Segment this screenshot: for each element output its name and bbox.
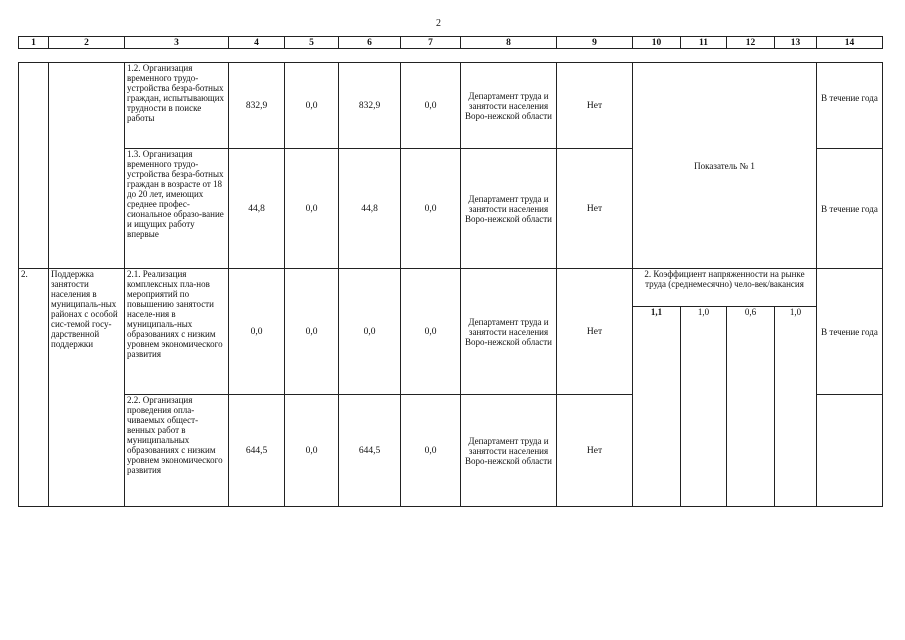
value-cell: 0,0 <box>285 63 339 149</box>
page-number: 2 <box>436 18 441 29</box>
value-cell: 44,8 <box>229 149 285 269</box>
term-cell: В течение года <box>817 269 883 395</box>
activity-cell: 2.1. Реализация комплексных пла-нов мероприятий по повышению занятости населе-ния в муниципаль-ных образованиях с низким уровнем экономического развития <box>125 269 229 395</box>
col-header-12: 12 <box>727 37 775 49</box>
value-cell: 0,0 <box>339 269 401 395</box>
col-header-13: 13 <box>775 37 817 49</box>
funding-flag-cell: Нет <box>557 63 633 149</box>
executor-cell: Департамент труда и занятости населения Воро-нежской области <box>461 269 557 395</box>
funding-flag-cell: Нет <box>557 395 633 507</box>
indicator-2-value: 1,1 <box>633 307 681 507</box>
value-cell: 0,0 <box>229 269 285 395</box>
table-row <box>19 63 883 149</box>
executor-cell: Департамент труда и занятости населения Воро-нежской области <box>461 395 557 507</box>
col-header-5: 5 <box>285 37 339 49</box>
value-cell: 644,5 <box>229 395 285 507</box>
row-number-cell: 2. <box>19 269 49 507</box>
funding-flag-cell: Нет <box>557 269 633 395</box>
col-header-3: 3 <box>125 37 229 49</box>
value-cell: 644,5 <box>339 395 401 507</box>
activity-cell: 1.3. Организация временного трудо-устройства безра-ботных граждан в возрасте от 18 до 20 лет, имеющих среднее профес-сиональное образо-вание и ищущих работу впервые <box>125 149 229 269</box>
value-cell: 832,9 <box>339 63 401 149</box>
value-cell: 0,0 <box>401 395 461 507</box>
col-header-7: 7 <box>401 37 461 49</box>
indicator-2-title: 2. Коэффициент напряженности на рынке труда (среднемесячно) чело-век/вакансия <box>633 269 817 307</box>
executor-cell: Департамент труда и занятости населения Воро-нежской области <box>461 149 557 269</box>
indicator-2-value: 1,0 <box>681 307 727 507</box>
executor-cell: Департамент труда и занятости населения Воро-нежской области <box>461 63 557 149</box>
header-table <box>18 36 883 49</box>
term-cell <box>817 395 883 507</box>
indicator-1-cell: Показатель № 1 <box>633 63 817 269</box>
activity-cell: 1.2. Организация временного трудо-устройства безра-ботных граждан, испытывающих трудности в поиске работы <box>125 63 229 149</box>
col-header-1: 1 <box>19 37 49 49</box>
value-cell: 0,0 <box>401 149 461 269</box>
value-cell: 0,0 <box>285 395 339 507</box>
value-cell: 0,0 <box>401 269 461 395</box>
col-header-10: 10 <box>633 37 681 49</box>
term-cell: В течение года <box>817 149 883 269</box>
value-cell: 832,9 <box>229 63 285 149</box>
col-header-6: 6 <box>339 37 401 49</box>
value-cell: 0,0 <box>401 63 461 149</box>
col-header-9: 9 <box>557 37 633 49</box>
row-number-cell <box>19 63 49 269</box>
main-table <box>18 62 883 507</box>
table-row <box>19 269 883 307</box>
col-header-4: 4 <box>229 37 285 49</box>
value-cell: 0,0 <box>285 269 339 395</box>
row-name-cell <box>49 63 125 269</box>
value-cell: 44,8 <box>339 149 401 269</box>
col-header-14: 14 <box>817 37 883 49</box>
indicator-2-value: 0,6 <box>727 307 775 507</box>
term-cell: В течение года <box>817 63 883 149</box>
row-name-cell: Поддержка занятости населения в муниципаль-ных районах с особой сис-темой госу-дарственной поддержки <box>49 269 125 507</box>
activity-cell: 2.2. Организация проведения опла-чиваемых общест-венных работ в муниципальных образованиях с низким уровнем экономического развития <box>125 395 229 507</box>
col-header-8: 8 <box>461 37 557 49</box>
indicator-2-value: 1,0 <box>775 307 817 507</box>
value-cell: 0,0 <box>285 149 339 269</box>
col-header-11: 11 <box>681 37 727 49</box>
col-header-2: 2 <box>49 37 125 49</box>
funding-flag-cell: Нет <box>557 149 633 269</box>
